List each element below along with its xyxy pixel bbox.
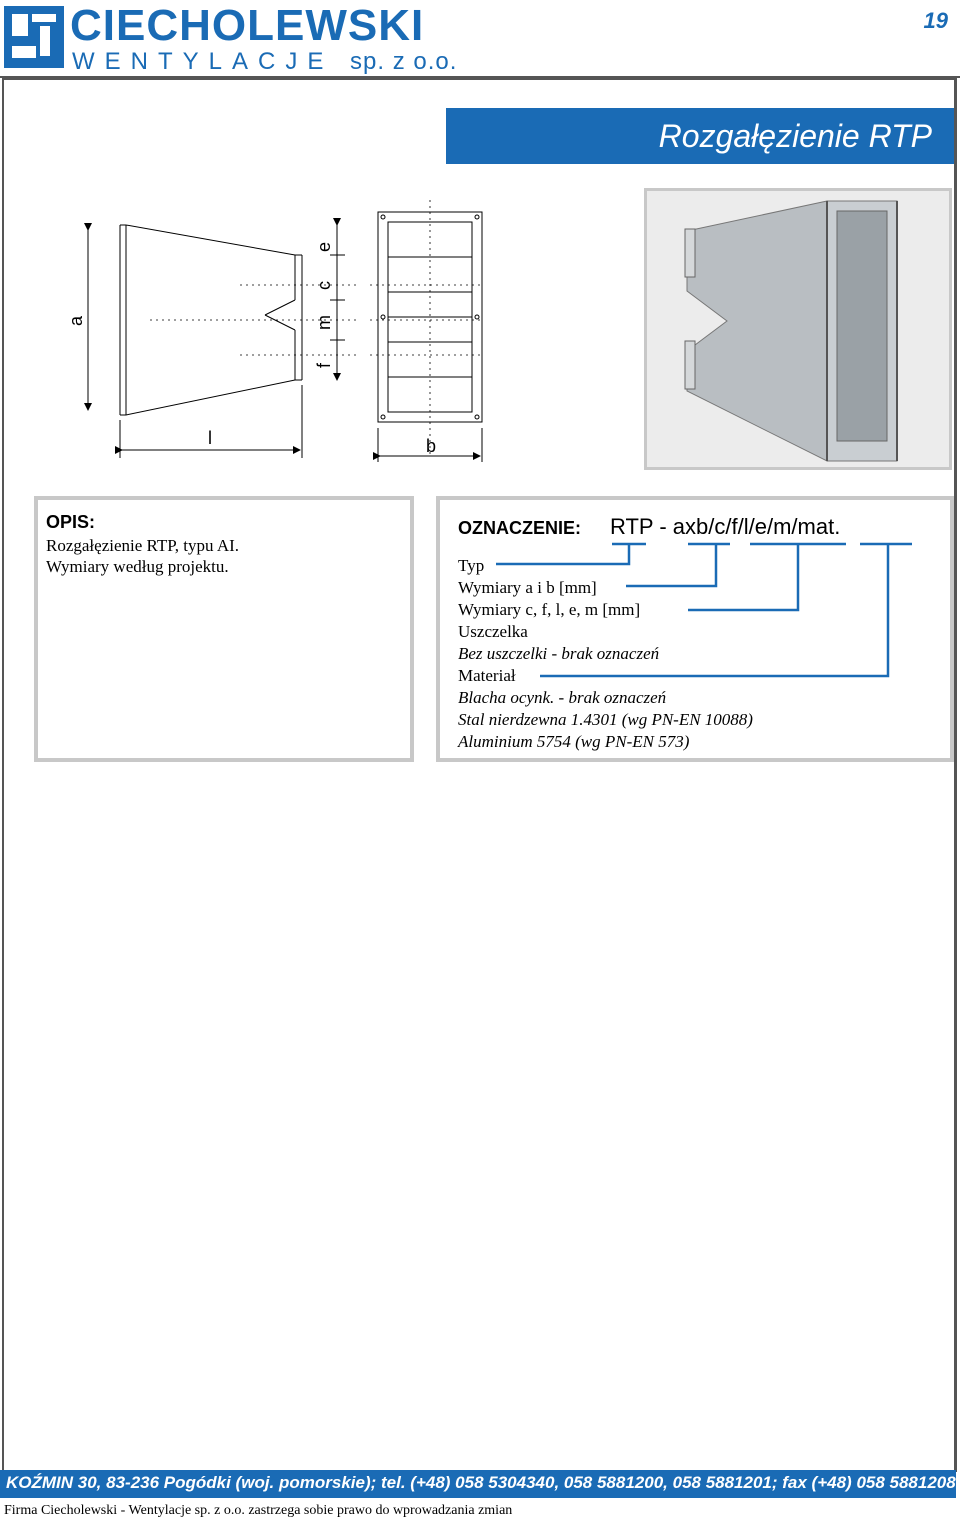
dim-label-m: m [314, 315, 334, 330]
footer-address: KOŹMIN 30, 83-236 Pogódki (woj. pomorskie); tel. (+48) 058 5304340, 058 5881200, 058 5881201; fax (+48) 058 5881208 [6, 1473, 956, 1492]
description-line: Rozgałęzienie RTP, typu AI. [46, 536, 240, 555]
duct-branch-illustration [647, 191, 949, 467]
description-box [34, 496, 414, 762]
dim-label-b: b [426, 436, 437, 456]
logo-sub-suffix: sp. z o.o. [350, 48, 458, 75]
designation-line-gasket: Uszczelka [458, 622, 528, 641]
designation-line-aluminium: Aluminium 5754 (wg PN-EN 573) [458, 732, 690, 751]
code-part-axb: axb [672, 514, 709, 539]
page-title: Rozgałęzienie RTP [658, 118, 932, 154]
code-part-rest: /c/f/l/e/m/mat. [708, 514, 841, 539]
dim-label-c: c [314, 281, 334, 290]
dim-label-f: f [314, 362, 334, 368]
designation-box [436, 496, 954, 762]
page-number: 19 [923, 8, 948, 33]
footer-bar [0, 1470, 956, 1498]
code-part-dash: - [659, 514, 667, 539]
footer-disclaimer: Firma Ciecholewski - Wentylacje sp. z o.o. zastrzega sobie prawo do wprowadzania zmian [4, 1503, 513, 1518]
dim-label-l: l [208, 428, 212, 448]
designation-line-no-gasket: Bez uszczelki - brak oznaczeń [458, 644, 660, 663]
designation-line-material: Materiał [458, 666, 516, 685]
designation-line-stainless: Stal nierdzewna 1.4301 (wg PN-EN 10088) [458, 710, 753, 729]
designation-line-dim-other: Wymiary c, f, l, e, m [mm] [458, 600, 641, 619]
technical-drawing [40, 190, 510, 470]
logo-sub-main: WENTYLACJE [72, 48, 334, 75]
dim-label-a: a [66, 315, 86, 326]
description-title: OPIS: [46, 512, 96, 532]
product-photo [644, 188, 952, 470]
logo-mark-icon [4, 6, 64, 68]
code-part-type: RTP [610, 514, 654, 539]
logo-subtitle [72, 50, 457, 74]
logo-name: CIECHOLEWSKI [70, 1, 425, 50]
description-line: Wymiary według projektu. [46, 557, 229, 576]
title-bar [446, 108, 954, 164]
designation-line-galvanized: Blacha ocynk. - brak oznaczeń [458, 688, 667, 707]
company-logo [4, 1, 474, 75]
designation-title: OZNACZENIE: [458, 518, 581, 538]
designation-line-dim-ab: Wymiary a i b [mm] [458, 578, 597, 597]
designation-line-typ: Typ [458, 556, 485, 575]
dim-label-e: e [314, 241, 334, 252]
